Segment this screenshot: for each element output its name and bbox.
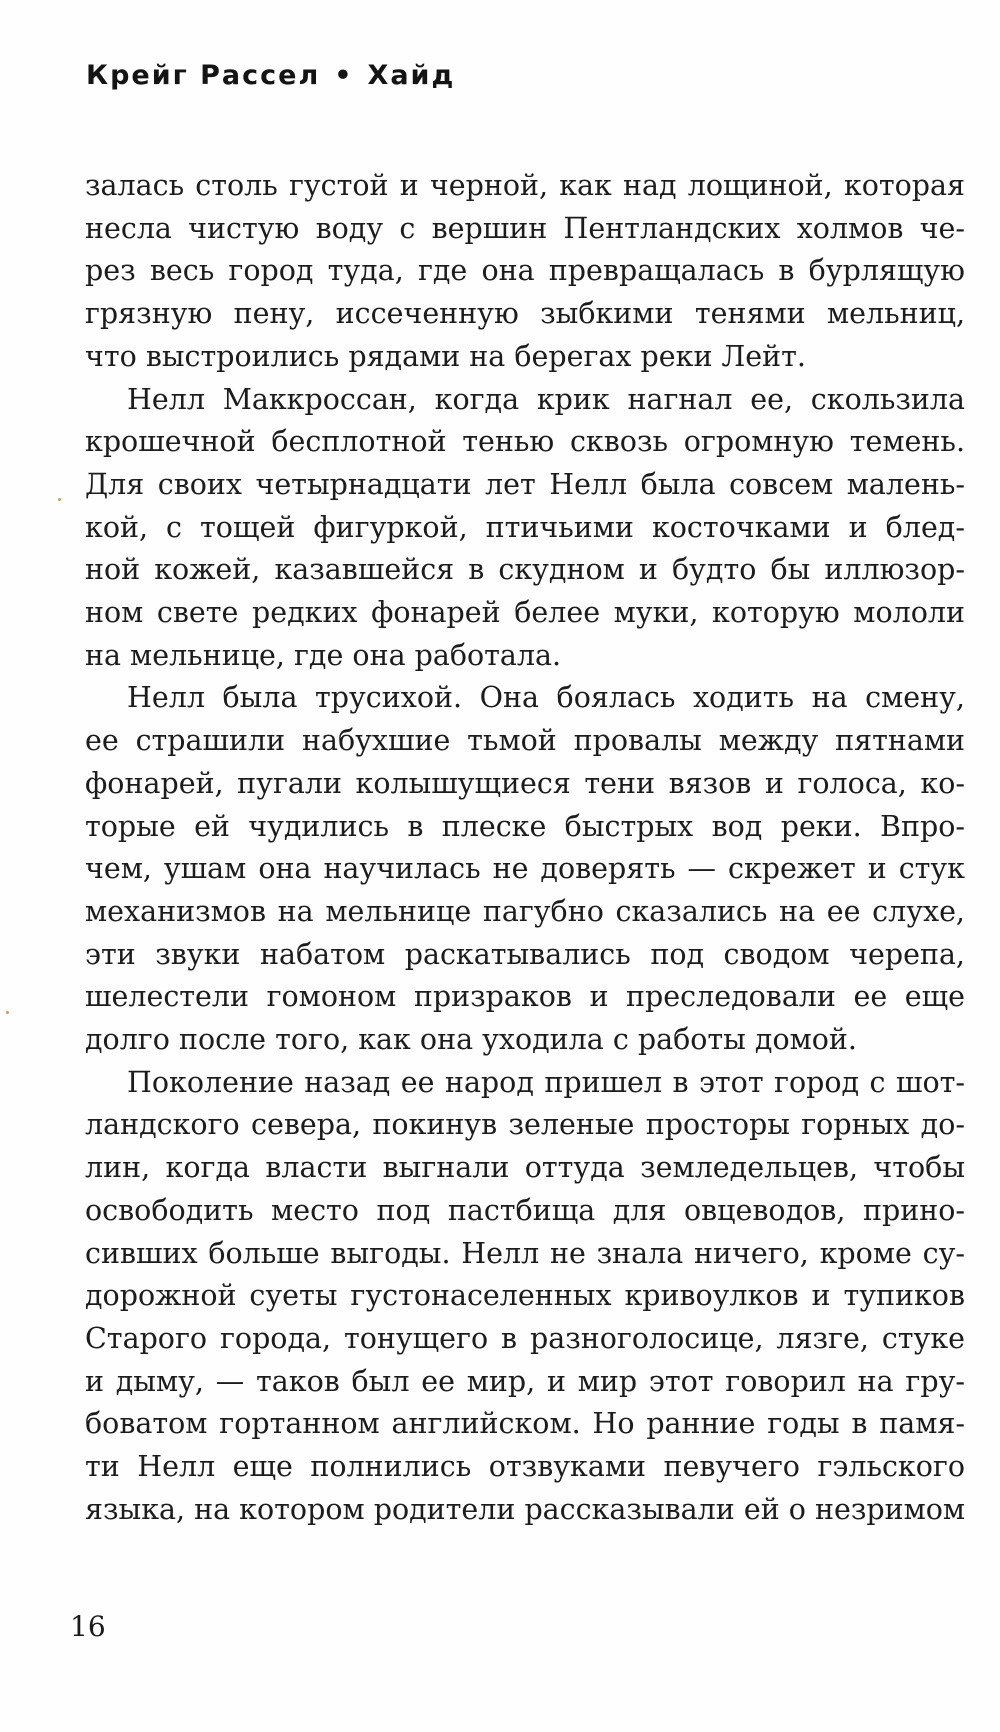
text-line: ном свете редких фонарей белее муки, которую мололи [85,596,965,630]
text-line: ти Нелл еще полнились отзвуками певучего гэльского [85,1450,965,1484]
text-line: и дыму, — таков был ее мир, и мир этот говорил на гру- [85,1364,965,1398]
text-line: рез весь город туда, где она превращалась в бурлящую [85,254,965,288]
header-title: Хайд [367,60,456,91]
text-line: Для своих четырнадцати лет Нелл была совсем малень- [85,467,965,501]
text-line: шелестели гомоном призраков и преследовали ее еще [85,980,965,1014]
page-number: 16 [70,1610,106,1643]
text-line: Старого города, тонущего в разноголосице, лязге, стуке [85,1321,965,1355]
body-text [85,165,965,1532]
text-line: кой, с тощей фигуркой, птичьими косточками и блед- [85,510,965,544]
text-line: Нелл Маккроссан, когда крик нагнал ее, скользила [127,382,965,416]
text-line: Поколение назад ее народ пришел в этот город с шот- [127,1065,965,1099]
text-line: залась столь густой и черной, как над лощиной, которая [85,169,965,202]
text-line: несла чистую воду с вершин Пентландских холмов че- [85,211,965,245]
text-line: грязную пену, иссеченную зыбкими тенями мельниц, [85,297,965,331]
text-line: ландского севера, покинув зеленые просторы горных до- [85,1108,965,1142]
text-line: фонарей, пугали колышущиеся тени вязов и голоса, ко- [85,766,965,800]
text-line: дорожной суеты густонаселенных кривоулков и тупиков [85,1279,965,1313]
text-line: языка, на котором родители рассказывали ей о незримом [85,1492,966,1526]
text-line: механизмов на мельнице пагубно сказались на ее слухе, [85,894,965,928]
text-line: боватом гортанном английском. Но ранние годы в памя- [85,1407,965,1441]
text-line: торые ей чудились в плеске быстрых вод реки. Впро- [85,809,965,843]
paper-speck [58,498,61,501]
text-line: что выстроились рядами на берегах реки Лейт. [85,339,806,373]
text-line: ее страшили набухшие тьмой провалы между пятнами [85,724,965,758]
text-line: ной кожей, казавшейся в скудном и будто бы иллюзор- [85,553,965,587]
header-author: Крейг Рассел [86,60,321,91]
text-line: крошечной бесплотной тенью сквозь огромную темень. [85,425,965,459]
text-line: эти звуки набатом раскатывались под сводом черепа, [85,937,965,971]
paper-speck [6,1011,9,1014]
text-line: освободить место под пастбища для овцеводов, прино- [85,1193,965,1227]
text-line: Нелл была трусихой. Она боялась ходить на смену, [127,681,965,715]
text-line: сивших больше выгоды. Нелл не знала ничего, кроме су- [85,1236,965,1270]
running-header [86,60,455,91]
text-line: на мельнице, где она работала. [85,638,562,672]
header-separator: • [334,60,354,91]
text-line: долго после того, как она уходила с работы домой. [85,1023,857,1057]
text-line: чем, ушам она научилась не доверять — скрежет и стук [85,852,965,886]
text-line: лин, когда власти выгнали оттуда земледельцев, чтобы [85,1151,965,1185]
